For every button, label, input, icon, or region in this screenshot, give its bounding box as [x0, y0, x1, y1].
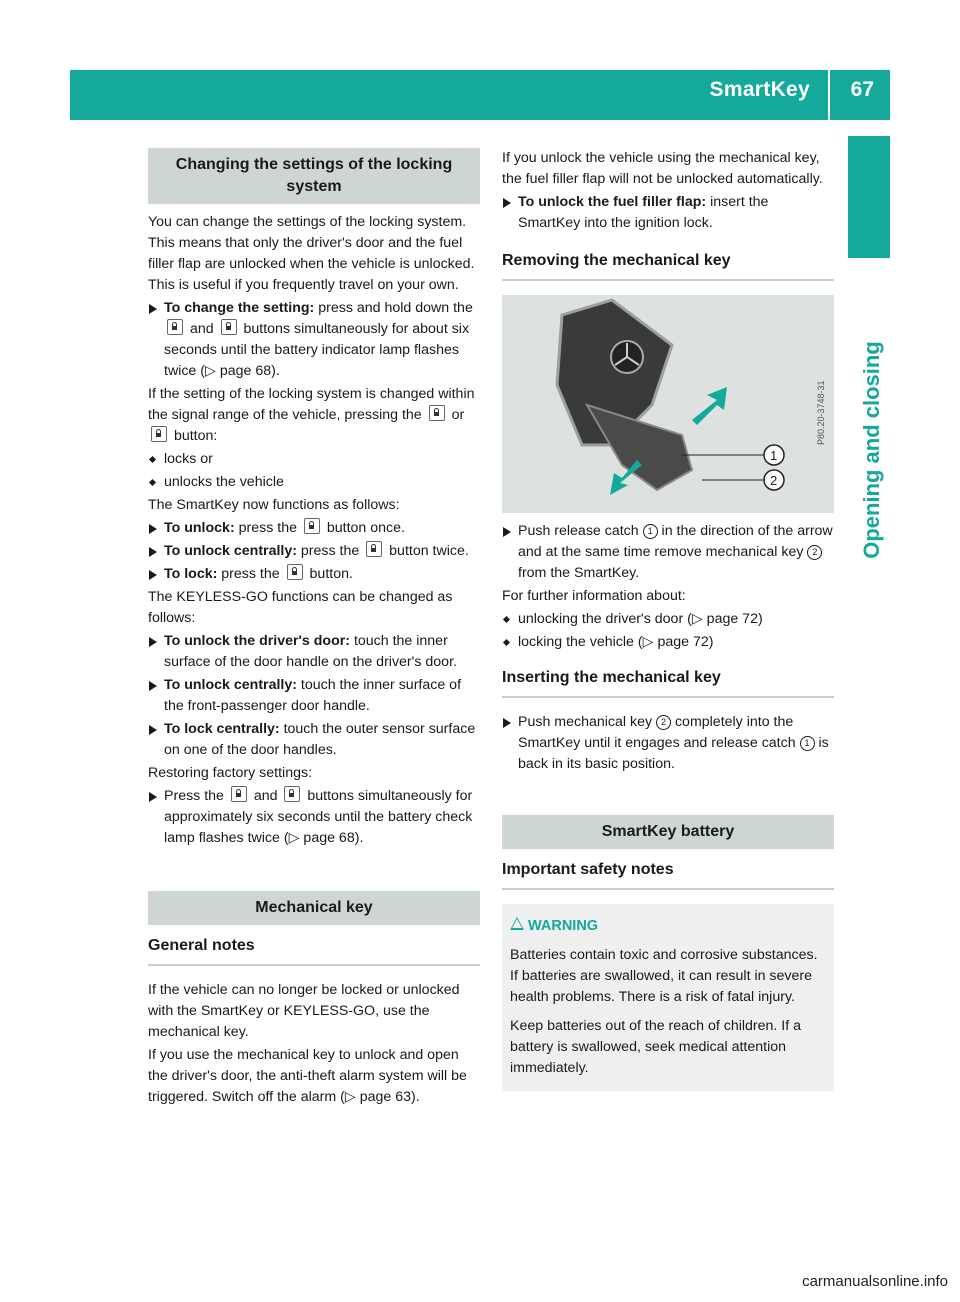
subheading-inserting-key: Inserting the mechanical key — [502, 667, 834, 698]
page-number: 67 — [850, 78, 874, 101]
unlock-button-icon — [304, 518, 320, 534]
callout-1: 1 — [800, 736, 815, 751]
smartkey-figure — [502, 295, 834, 513]
paragraph: Restoring factory settings: — [148, 765, 313, 781]
instruction-step: To unlock the fuel filler flap: insert the SmartKey into the ignition lock. — [502, 192, 834, 234]
paragraph: The SmartKey now functions as follows: — [148, 497, 400, 513]
instruction-step: To lock centrally: touch the outer sensor surface on one of the door handles. — [148, 719, 480, 761]
instruction-step: To change the setting: press and hold down the and buttons simultaneously for about six seconds until the battery indicator lamp flashes twice (▷ page 68). — [148, 298, 480, 382]
warning-text: Keep batteries out of the reach of children. If a battery is swallowed, seek medical attention immediately. — [510, 1018, 802, 1076]
chapter-tab — [848, 136, 890, 258]
instruction-step: To unlock centrally: touch the inner surface of the front-passenger door handle. — [148, 675, 480, 717]
page-header — [70, 70, 890, 120]
paragraph: You can change the settings of the locking system. This means that only the driver's door and the fuel filler flap are unlocked when the vehicle is unlocked. This is useful if you frequently travel on your own. — [148, 214, 475, 293]
subheading-safety-notes: Important safety notes — [502, 859, 834, 890]
header-title: SmartKey — [709, 78, 810, 101]
unlock-button-icon — [231, 786, 247, 802]
instruction-step: Push mechanical key 2 completely into the SmartKey until it engages and release catch 1 is back in its basic position. — [502, 712, 834, 775]
callout-2: 2 — [656, 715, 671, 730]
header-divider — [828, 70, 830, 120]
section-heading-locking: Changing the settings of the locking system — [148, 148, 480, 204]
lock-button-icon — [284, 786, 300, 802]
unlock-button-icon — [366, 541, 382, 557]
watermark: carmanualsonline.info — [802, 1273, 948, 1290]
svg-text:1: 1 — [770, 448, 778, 463]
section-heading-mechanical-key: Mechanical key — [148, 891, 480, 925]
subheading-removing-key: Removing the mechanical key — [502, 250, 834, 281]
callout-2: 2 — [807, 545, 822, 560]
subheading-general-notes: General notes — [148, 935, 480, 966]
paragraph: If the setting of the locking system is changed within the signal range of the vehicle, pressing the or button: — [148, 386, 475, 444]
section-heading-battery: SmartKey battery — [502, 815, 834, 849]
lock-button-icon — [429, 405, 445, 421]
lock-button-icon — [287, 564, 303, 580]
callout-1: 1 — [643, 524, 658, 539]
paragraph: If you use the mechanical key to unlock and open the driver's door, the anti-theft alarm system will be triggered. Switch off the alarm (▷ page 63). — [148, 1047, 467, 1105]
warning-text: Batteries contain toxic and corrosive substances. If batteries are swallowed, it can result in severe health problems. There is a risk of fatal injury. — [510, 947, 818, 1005]
list-item: locking the vehicle (▷ page 72) — [502, 632, 834, 653]
list-item: unlocks the vehicle — [148, 472, 480, 493]
list-item: unlocking the driver's door (▷ page 72) — [502, 609, 834, 630]
figure-code: P80.20-3748-31 — [816, 380, 826, 445]
unlock-button-icon — [167, 319, 183, 335]
svg-text:2: 2 — [770, 473, 778, 488]
instruction-step: To lock: press the button. — [148, 564, 480, 585]
chapter-title: Opening and closing — [859, 341, 884, 559]
warning-title: WARNING — [510, 916, 826, 937]
list-item: locks or — [148, 449, 480, 470]
instruction-step: To unlock: press the button once. — [148, 518, 480, 539]
warning-box — [502, 904, 834, 1091]
paragraph: If you unlock the vehicle using the mechanical key, the fuel filler flap will not be unlocked automatically. — [502, 150, 823, 187]
right-column — [502, 148, 834, 1091]
lock-button-icon — [221, 319, 237, 335]
unlock-button-icon — [151, 426, 167, 442]
instruction-step: Press the and buttons simultaneously for approximately six seconds until the battery check lamp flashes twice (▷ page 68). — [148, 786, 480, 849]
smartkey-illustration — [502, 295, 834, 513]
instruction-step: Push release catch 1 in the direction of the arrow and at the same time remove mechanical key 2 from the SmartKey. — [502, 521, 834, 584]
paragraph: The KEYLESS-GO functions can be changed as follows: — [148, 589, 453, 626]
paragraph: If the vehicle can no longer be locked or unlocked with the SmartKey or KEYLESS-GO, use the mechanical key. — [148, 982, 460, 1040]
instruction-step: To unlock the driver's door: touch the inner surface of the door handle on the driver's door. — [148, 631, 480, 673]
paragraph: For further information about: — [502, 588, 686, 604]
left-column — [148, 148, 480, 1110]
instruction-step: To unlock centrally: press the button twice. — [148, 541, 480, 562]
